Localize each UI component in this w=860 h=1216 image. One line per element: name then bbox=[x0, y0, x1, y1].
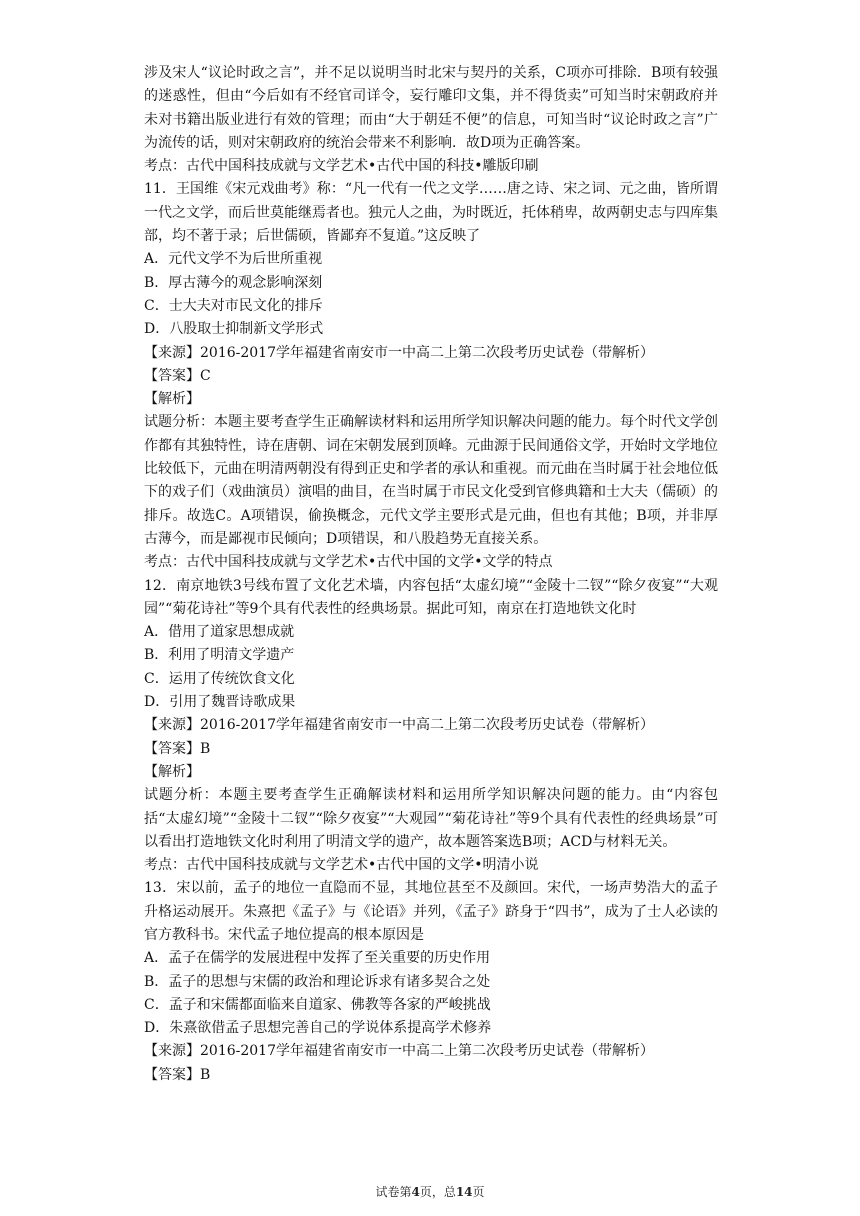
analysis-label: 【解析】 bbox=[144, 391, 200, 408]
footer-prefix: 试卷第 bbox=[375, 1185, 412, 1199]
option-c: C．士大夫对市民文化的排斥 bbox=[144, 297, 323, 314]
question-stem: 12．南京地铁3号线布置了文化艺术墙，内容包括“太虚幻境”“金陵十二钗”“除夕夜宴”“大观园”“菊花诗社”等9个具有代表性的经典场景。据此可知，南京在打造地铁文化时 bbox=[144, 577, 718, 617]
source-line: 【来源】2016-2017学年福建省南安市一中高二上第二次段考历史试卷（带解析） bbox=[144, 344, 654, 361]
kaodian-line: 考点：古代中国科技成就与文学艺术•古代中国的文学•文学的特点 bbox=[144, 554, 553, 571]
question-stem: 11．王国维《宋元戏曲考》称：“凡一代有一代之文学……唐之诗、宋之词、元之曲，皆所谓一代之文学，而后世莫能继焉者也。独元人之曲，为时既近，托体稍卑，故两朝史志与四库集部，均不著于录；后世儒硕，皆鄙弃不复道。”这反映了 bbox=[144, 181, 718, 245]
option-b: B．孟子的思想与宋儒的政治和理论诉求有诸多契合之处 bbox=[144, 973, 491, 990]
option-d: D．八股取士抑制新文学形式 bbox=[144, 321, 324, 338]
footer-suffix: 页 bbox=[472, 1185, 485, 1199]
option-a: A．孟子在儒学的发展进程中发挥了至关重要的历史作用 bbox=[144, 950, 491, 967]
option-b: B．利用了明清文学遗产 bbox=[144, 647, 295, 664]
option-d: D．引用了魏晋诗歌成果 bbox=[144, 694, 296, 711]
option-a: A．元代文学不为后世所重视 bbox=[144, 251, 323, 268]
question-12 bbox=[144, 575, 718, 878]
source-line: 【来源】2016-2017学年福建省南安市一中高二上第二次段考历史试卷（带解析） bbox=[144, 1043, 654, 1060]
analysis-text: 试题分析：本题主要考查学生正确解读材料和运用所学知识解决问题的能力。由“内容包括“太虚幻境”“金陵十二钗”“除夕夜宴”“大观园”“菊花诗社”等9个具有代表性的经典场景”可以看出打造地铁文化时利用了明清文学的遗产，故本题答案选B项；ACD与材料无关。 bbox=[144, 787, 718, 850]
question-13 bbox=[144, 877, 718, 1087]
footer-middle: 页，总 bbox=[419, 1185, 456, 1199]
analysis-label: 【解析】 bbox=[144, 763, 200, 780]
question-11 bbox=[144, 178, 718, 574]
question-stem: 13．宋以前，孟子的地位一直隐而不显，其地位甚至不及颜回。宋代，一场声势浩大的孟子升格运动展开。朱熹把《孟子》与《论语》并列，《孟子》跻身于“四书”，成为了士人必读的官方教科书。宋代孟子地位提高的根本原因是 bbox=[144, 880, 718, 943]
answer-line: 【答案】B bbox=[144, 1066, 211, 1083]
answer-line: 【答案】C bbox=[144, 367, 211, 384]
option-d: D．朱熹欲借孟子思想完善自己的学说体系提高学术修养 bbox=[144, 1020, 492, 1037]
option-a: A．借用了道家思想成就 bbox=[144, 624, 295, 641]
source-line: 【来源】2016-2017学年福建省南安市一中高二上第二次段考历史试卷（带解析） bbox=[144, 717, 654, 734]
answer-explanation-continued: 涉及宋人“议论时政之言”，并不足以说明当时北宋与契丹的关系，C项亦可排除．B项有较强的迷惑性，但由“今后如有不经官司详令，妄行雕印文集，并不得货卖”可知当时宋朝政府并未对书籍出版业进行有效的管理；而由“大于朝廷不便”的信息，可知当时“议论时政之言”广为流传的话，则对宋朝政府的统治会带来不利影响．故D项为正确答案。 bbox=[144, 65, 718, 151]
page-footer bbox=[0, 1183, 860, 1200]
analysis-text: 试题分析：本题主要考查学生正确解读材料和运用所学知识解决问题的能力。每个时代文学创作都有其独特性，诗在唐朝、词在宋朝发展到顶峰。元曲源于民间通俗文学，开始时文学地位比较低下，元曲在明清两朝没有得到正史和学者的承认和重视。而元曲在当时属于社会地位低下的戏子们（戏曲演员）演唱的曲目，在当时属于市民文化受到官修典籍和士大夫（儒硕）的排斥。故选C。A项错误，偷换概念，元代文学主要形式是元曲，但也有其他；B项，并非厚古薄今，而是鄙视市民倾向；D项错误，和八股趋势无直接关系。 bbox=[144, 414, 718, 547]
option-b: B．厚古薄今的观念影响深刻 bbox=[144, 274, 323, 291]
option-c: C．运用了传统饮食文化 bbox=[144, 670, 295, 687]
kaodian-line: 考点：古代中国科技成就与文学艺术•古代中国的文学•明清小说 bbox=[144, 857, 539, 874]
total-page-count: 14 bbox=[455, 1185, 473, 1199]
option-c: C．孟子和宋儒都面临来自道家、佛教等各家的严峻挑战 bbox=[144, 996, 491, 1013]
answer-line: 【答案】B bbox=[144, 740, 211, 757]
kaodian-line: 考点：古代中国科技成就与文学艺术•古代中国的科技•雕版印刷 bbox=[144, 158, 539, 175]
current-page-number: 4 bbox=[411, 1185, 420, 1199]
page-content bbox=[144, 62, 718, 1087]
